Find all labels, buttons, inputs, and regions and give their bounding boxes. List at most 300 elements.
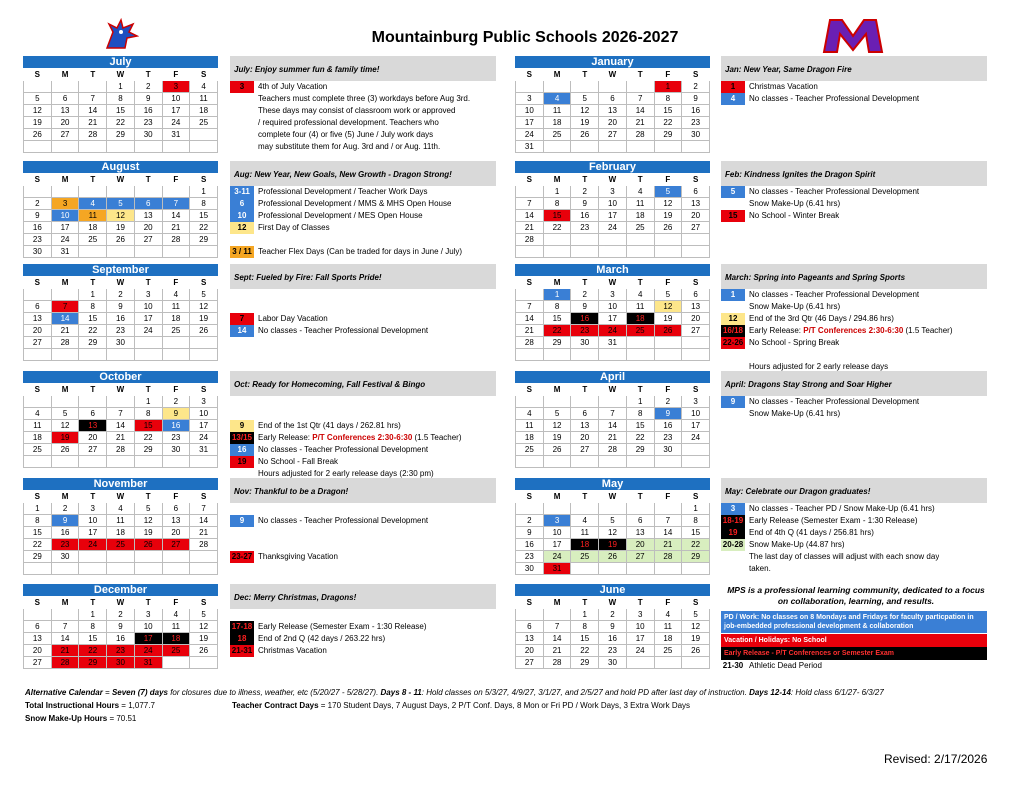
day-cell: 16 — [162, 420, 190, 432]
day-cell — [543, 396, 571, 408]
day-cell: 12 — [654, 198, 682, 210]
day-cell — [162, 186, 190, 198]
tih-value: = 1,077.7 — [119, 701, 155, 710]
note-text — [258, 645, 327, 657]
note-date: 18-19 — [722, 516, 744, 525]
day-cell: 19 — [134, 527, 162, 539]
note-date: 9 — [230, 420, 254, 432]
day-cell: 20 — [626, 539, 654, 551]
day-cell — [654, 337, 682, 349]
day-cell: 1 — [79, 289, 107, 301]
day-cell — [134, 456, 162, 468]
note-text — [258, 222, 330, 234]
weekday-label: M — [51, 491, 79, 503]
day-cell: 21 — [654, 539, 682, 551]
day-cell: 29 — [134, 444, 162, 456]
month-notes — [230, 161, 496, 258]
legend-athletic — [721, 660, 822, 672]
day-cell: 24 — [162, 117, 190, 129]
day-cell: 6 — [516, 621, 544, 633]
day-cell: 2 — [682, 81, 710, 93]
day-cell: 3 — [543, 515, 571, 527]
day-cell: 19 — [599, 539, 627, 551]
note-date — [721, 551, 745, 563]
month-notes — [230, 584, 496, 657]
day-cell — [682, 657, 710, 669]
day-cell — [162, 551, 190, 563]
weekday-label: S — [682, 384, 710, 396]
day-cell — [79, 349, 107, 361]
note-date: 3 / 11 — [230, 246, 254, 258]
day-cell: 4 — [626, 186, 654, 198]
day-cell: 25 — [626, 222, 654, 234]
weekday-label: S — [24, 69, 52, 81]
note-row — [230, 289, 496, 301]
note-row — [721, 396, 987, 408]
athletic-days: 21-30 — [722, 661, 744, 670]
day-cell: 24 — [79, 539, 107, 551]
day-cell — [190, 456, 218, 468]
day-cell: 24 — [134, 325, 162, 337]
day-cell: 4 — [162, 289, 190, 301]
weekday-label: S — [516, 174, 544, 186]
month-notes — [721, 56, 987, 105]
note-date: 10 — [230, 210, 254, 222]
note-row — [721, 210, 987, 222]
day-cell: 22 — [79, 645, 107, 657]
note-text-part: 4th of July Vacation — [258, 82, 328, 91]
day-cell: 24 — [682, 432, 710, 444]
day-cell — [599, 503, 627, 515]
note-row — [230, 432, 496, 444]
day-cell — [190, 657, 218, 669]
month-december — [23, 584, 218, 669]
day-cell — [51, 81, 79, 93]
day-cell: 10 — [543, 527, 571, 539]
note-text — [258, 633, 385, 645]
day-cell: 12 — [543, 420, 571, 432]
day-cell: 7 — [107, 408, 135, 420]
note-text-part: No classes - Teacher Professional Development — [749, 397, 920, 406]
month-header: May — [515, 478, 710, 490]
day-cell: 1 — [571, 609, 599, 621]
day-cell: 12 — [107, 210, 135, 222]
day-cell: 28 — [162, 234, 190, 246]
note-date: 9 — [230, 515, 254, 527]
day-cell — [571, 563, 599, 575]
day-cell: 23 — [654, 432, 682, 444]
day-cell: 10 — [599, 301, 627, 313]
day-cell: 15 — [107, 105, 135, 117]
day-cell: 23 — [24, 234, 52, 246]
weekday-label: S — [190, 69, 218, 81]
note-row — [721, 349, 987, 361]
day-cell: 24 — [543, 551, 571, 563]
day-cell: 27 — [24, 337, 52, 349]
note-row — [230, 444, 496, 456]
month-header: October — [23, 371, 218, 383]
day-cell: 9 — [654, 408, 682, 420]
day-cell: 26 — [107, 234, 135, 246]
day-cell: 27 — [162, 539, 190, 551]
day-cell: 9 — [51, 515, 79, 527]
note-row — [230, 420, 496, 432]
weekday-label: T — [626, 174, 654, 186]
tcd-value: = 170 Student Days, 7 August Days, 2 P/T Conf. Days, 8 Mon or Fri PD / Work Days, 3 Extra Work Days — [318, 701, 691, 710]
day-cell: 19 — [190, 633, 218, 645]
note-row — [721, 325, 987, 337]
day-cell: 1 — [79, 609, 107, 621]
note-row — [721, 563, 987, 575]
note-row — [230, 141, 496, 153]
month-notes — [721, 161, 987, 222]
contract-days — [232, 701, 690, 710]
day-cell: 28 — [516, 234, 544, 246]
day-cell: 4 — [626, 289, 654, 301]
day-cell — [516, 396, 544, 408]
note-text-part: Hours adjusted for 2 early release days (2:30 pm) — [258, 469, 434, 478]
day-cell: 13 — [24, 313, 52, 325]
day-cell: 29 — [571, 657, 599, 669]
month-july — [23, 56, 218, 153]
day-cell: 21 — [190, 527, 218, 539]
day-cell: 17 — [516, 117, 544, 129]
note-date — [230, 396, 254, 408]
note-date: 6 — [230, 198, 254, 210]
day-cell: 6 — [599, 93, 627, 105]
day-cell: 14 — [626, 105, 654, 117]
day-cell: 4 — [654, 609, 682, 621]
note-row — [230, 503, 496, 515]
day-cell: 12 — [190, 301, 218, 313]
day-cell: 29 — [79, 337, 107, 349]
day-cell: 26 — [24, 129, 52, 141]
day-cell — [190, 246, 218, 258]
day-cell: 7 — [190, 503, 218, 515]
weekday-label: T — [626, 491, 654, 503]
weekday-label: T — [626, 277, 654, 289]
day-cell — [24, 456, 52, 468]
day-cell: 1 — [626, 396, 654, 408]
note-date — [230, 503, 254, 515]
day-cell — [79, 81, 107, 93]
day-cell: 18 — [107, 527, 135, 539]
note-date: 17-18 — [231, 622, 253, 631]
weekday-label: W — [107, 69, 135, 81]
day-cell: 25 — [571, 551, 599, 563]
day-cell: 20 — [51, 117, 79, 129]
day-cell: 29 — [190, 234, 218, 246]
day-cell — [626, 234, 654, 246]
note-text-part: Teachers must complete three (3) workdays before Aug 3rd. — [258, 94, 471, 103]
note-text — [258, 444, 428, 456]
day-cell — [107, 186, 135, 198]
note-text-part: may substitute them for Aug. 3rd and / or Aug. 11th. — [258, 142, 441, 151]
day-cell: 8 — [571, 621, 599, 633]
day-cell: 21 — [516, 325, 544, 337]
day-cell — [134, 141, 162, 153]
day-cell: 4 — [571, 515, 599, 527]
day-cell — [79, 396, 107, 408]
day-cell — [51, 141, 79, 153]
note-text-part: End of the 3rd Qtr (46 Days / 294.86 hrs) — [749, 314, 894, 323]
day-cell: 5 — [107, 198, 135, 210]
note-date: 14 — [230, 325, 254, 337]
day-cell: 24 — [51, 234, 79, 246]
day-cell: 21 — [51, 645, 79, 657]
note-date: 13/15 — [231, 433, 253, 442]
day-cell: 24 — [190, 432, 218, 444]
weekday-label: T — [626, 69, 654, 81]
month-notes — [230, 371, 496, 480]
note-text — [258, 246, 462, 258]
day-cell: 25 — [107, 539, 135, 551]
weekday-label: T — [571, 174, 599, 186]
day-cell: 24 — [134, 645, 162, 657]
note-date: 12 — [230, 222, 254, 234]
day-cell: 5 — [190, 609, 218, 621]
note-text — [749, 289, 919, 301]
note-text-part: No classes - Teacher Professional Development — [749, 290, 920, 299]
alt-bold2: Seven (7) days — [111, 688, 168, 697]
day-cell: 7 — [79, 93, 107, 105]
day-cell: 26 — [654, 222, 682, 234]
day-cell: 30 — [107, 657, 135, 669]
note-date — [230, 539, 254, 551]
day-cell: 19 — [107, 222, 135, 234]
day-cell: 5 — [654, 289, 682, 301]
day-cell: 27 — [79, 444, 107, 456]
note-text-part: No School - Fall Break — [258, 457, 339, 466]
day-cell: 7 — [543, 621, 571, 633]
note-text — [749, 198, 840, 210]
day-cell — [654, 503, 682, 515]
day-cell: 3 — [162, 81, 190, 93]
day-cell — [543, 349, 571, 361]
note-text-part: No classes - Teacher Professional Development — [749, 94, 920, 103]
day-cell — [190, 337, 218, 349]
note-row — [230, 301, 496, 313]
month-notes — [721, 478, 987, 575]
day-cell — [626, 456, 654, 468]
day-cell — [24, 289, 52, 301]
weekday-label: W — [107, 277, 135, 289]
day-cell: 26 — [134, 539, 162, 551]
legend-pd: PD / Work: No classes on 8 Mondays and Fridays for faculty particpation in job-embedded professional development & collaboration — [721, 611, 987, 633]
day-cell: 27 — [571, 444, 599, 456]
day-cell: 2 — [24, 198, 52, 210]
day-cell: 28 — [190, 539, 218, 551]
day-cell: 3 — [682, 396, 710, 408]
day-cell: 28 — [516, 337, 544, 349]
day-cell: 23 — [599, 645, 627, 657]
day-cell: 16 — [599, 633, 627, 645]
day-cell — [543, 234, 571, 246]
day-cell — [51, 396, 79, 408]
day-cell — [516, 503, 544, 515]
day-cell — [107, 551, 135, 563]
notes-header: Oct: Ready for Homecoming, Fall Festival & Bingo — [230, 371, 496, 396]
note-text — [749, 408, 840, 420]
day-cell — [190, 141, 218, 153]
day-cell — [107, 563, 135, 575]
day-cell — [79, 246, 107, 258]
day-cell: 20 — [162, 527, 190, 539]
note-highlight: P/T Conferences 2:30-6:30 — [803, 326, 904, 335]
page-title: Mountainburg Public Schools 2026-2027 — [371, 29, 679, 46]
alt-calendar-note — [25, 688, 884, 697]
note-row — [230, 551, 496, 563]
day-cell: 5 — [682, 609, 710, 621]
day-cell: 10 — [162, 93, 190, 105]
weekday-label: S — [682, 491, 710, 503]
note-text — [749, 551, 939, 563]
weekday-label: W — [599, 384, 627, 396]
day-cell: 30 — [51, 551, 79, 563]
day-cell: 29 — [79, 657, 107, 669]
note-text — [258, 621, 427, 633]
day-cell: 15 — [24, 527, 52, 539]
day-cell: 21 — [599, 432, 627, 444]
note-text — [749, 515, 918, 527]
day-cell: 10 — [516, 105, 544, 117]
day-cell: 6 — [51, 93, 79, 105]
day-cell — [516, 609, 544, 621]
note-text — [749, 93, 919, 105]
day-cell: 17 — [190, 420, 218, 432]
day-cell: 8 — [79, 301, 107, 313]
weekday-label: F — [654, 277, 682, 289]
day-cell — [599, 563, 627, 575]
day-cell: 9 — [571, 198, 599, 210]
day-cell: 3 — [134, 289, 162, 301]
day-cell: 9 — [107, 621, 135, 633]
note-text-part: Professional Development / MMS & MHS Open House — [258, 199, 452, 208]
day-cell: 15 — [134, 420, 162, 432]
day-cell: 1 — [24, 503, 52, 515]
day-cell: 17 — [599, 210, 627, 222]
day-cell: 7 — [626, 93, 654, 105]
note-highlight: P/T Conferences 2:30-6:30 — [312, 433, 413, 442]
notes-header: April: Dragons Stay Strong and Soar Higher — [721, 371, 987, 396]
note-date: 16/18 — [722, 326, 744, 335]
note-text — [258, 141, 440, 153]
day-cell: 4 — [24, 408, 52, 420]
day-cell: 18 — [626, 210, 654, 222]
note-text-part: Snow Make-Up (6.41 hrs) — [749, 409, 841, 418]
day-cell: 12 — [599, 527, 627, 539]
weekday-label: W — [599, 597, 627, 609]
note-date: 15 — [721, 210, 745, 222]
day-cell — [107, 246, 135, 258]
day-cell — [626, 81, 654, 93]
m-logo — [822, 18, 884, 59]
day-cell: 19 — [571, 117, 599, 129]
weekday-label: F — [654, 69, 682, 81]
weekday-label: W — [107, 384, 135, 396]
day-cell: 28 — [51, 657, 79, 669]
note-row — [721, 515, 987, 527]
day-cell: 10 — [79, 515, 107, 527]
day-cell: 7 — [162, 198, 190, 210]
day-cell: 25 — [162, 645, 190, 657]
day-cell: 22 — [134, 432, 162, 444]
day-cell — [682, 246, 710, 258]
note-row — [721, 289, 987, 301]
day-cell: 2 — [654, 396, 682, 408]
note-date: 23-27 — [231, 552, 253, 561]
day-cell: 11 — [654, 621, 682, 633]
day-cell — [599, 349, 627, 361]
note-text — [258, 313, 328, 325]
day-cell — [654, 657, 682, 669]
day-cell: 23 — [571, 222, 599, 234]
month-february — [515, 161, 710, 258]
day-cell: 24 — [516, 129, 544, 141]
weekday-label: S — [24, 384, 52, 396]
note-row — [721, 186, 987, 198]
day-cell — [24, 349, 52, 361]
day-cell: 2 — [571, 289, 599, 301]
note-date: 1 — [721, 81, 745, 93]
day-cell — [654, 234, 682, 246]
day-cell — [571, 349, 599, 361]
day-cell — [599, 81, 627, 93]
total-hours — [25, 701, 155, 710]
day-cell: 18 — [162, 313, 190, 325]
day-cell: 5 — [134, 503, 162, 515]
day-cell: 22 — [190, 222, 218, 234]
month-notes — [721, 264, 987, 373]
day-cell: 13 — [571, 420, 599, 432]
day-cell: 1 — [654, 81, 682, 93]
day-cell — [79, 456, 107, 468]
month-notes — [230, 56, 496, 153]
note-date — [230, 609, 254, 621]
day-cell: 11 — [626, 301, 654, 313]
day-cell: 11 — [543, 105, 571, 117]
day-cell: 1 — [107, 81, 135, 93]
note-date: 5 — [721, 186, 745, 198]
note-text-part: Professional Development / Teacher Work Days — [258, 187, 428, 196]
day-cell: 23 — [516, 551, 544, 563]
note-text — [258, 198, 451, 210]
weekday-label: S — [190, 174, 218, 186]
day-cell: 30 — [134, 129, 162, 141]
day-cell: 21 — [107, 432, 135, 444]
note-row — [230, 515, 496, 527]
note-text — [749, 301, 840, 313]
note-text — [749, 563, 771, 575]
weekday-label: M — [543, 491, 571, 503]
day-cell: 6 — [162, 503, 190, 515]
notes-header: Sept: Fueled by Fire: Fall Sports Pride! — [230, 264, 496, 289]
day-cell: 10 — [51, 210, 79, 222]
day-cell — [516, 81, 544, 93]
day-cell: 13 — [24, 633, 52, 645]
note-row — [230, 234, 496, 246]
weekday-label: T — [571, 491, 599, 503]
day-cell — [626, 337, 654, 349]
day-cell: 27 — [516, 657, 544, 669]
day-cell — [571, 503, 599, 515]
day-cell: 8 — [654, 93, 682, 105]
note-text-part: Labor Day Vacation — [258, 314, 328, 323]
day-cell: 30 — [571, 337, 599, 349]
weekday-label: F — [162, 174, 190, 186]
day-cell: 14 — [516, 313, 544, 325]
day-cell — [162, 456, 190, 468]
